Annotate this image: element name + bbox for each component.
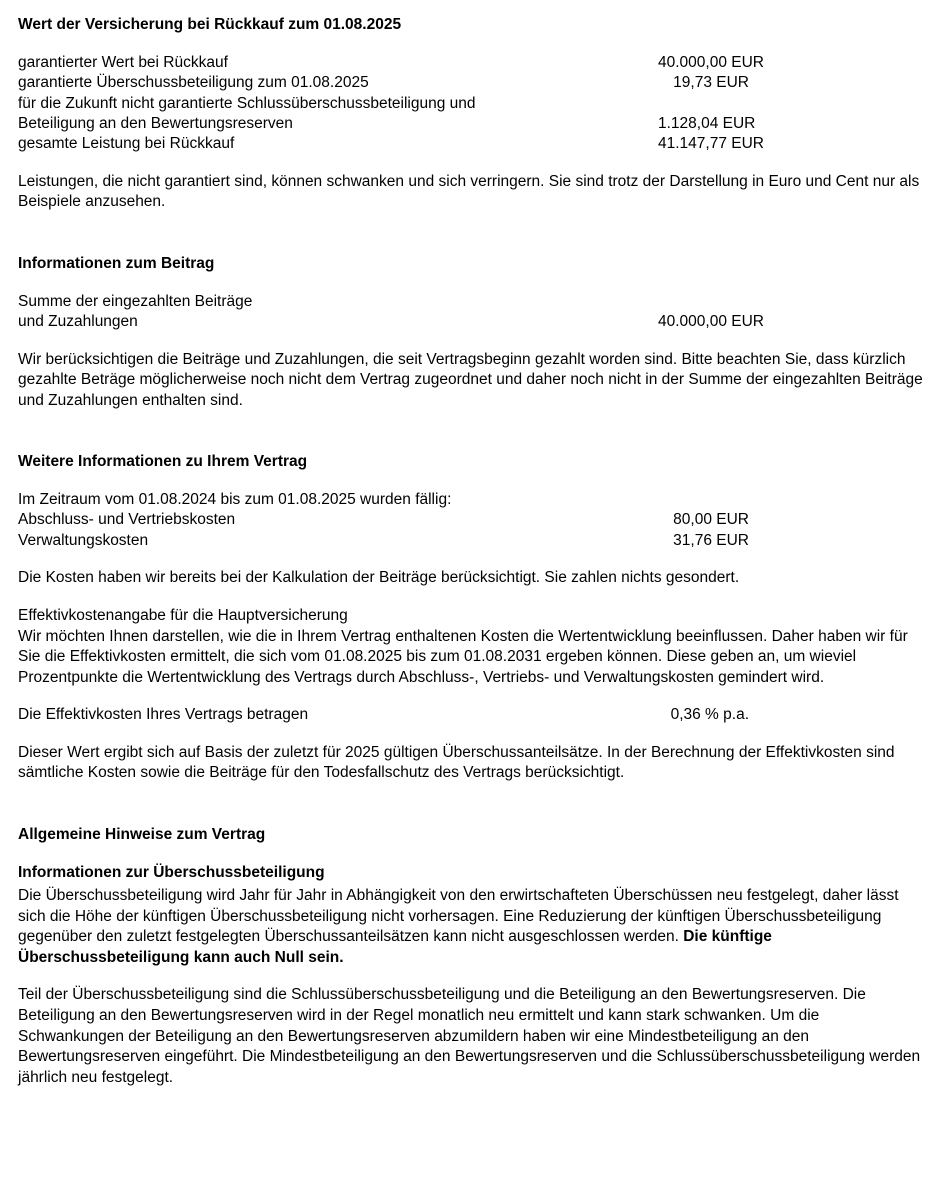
row-value: 41.147,77 EUR xyxy=(658,135,764,153)
ueberschuss-para-1-bold: Die künftige Überschussbeteiligung kann auch Null sein. xyxy=(18,928,772,966)
table-row xyxy=(18,312,927,332)
section1-note: Leistungen, die nicht garantiert sind, können schwanken und sich verringern. Sie sind trotz der Darstellung in Euro und Cent nur als Beispiele anzusehen. xyxy=(18,172,920,211)
row-label: und Zuzahlungen xyxy=(18,313,138,331)
table-row xyxy=(18,114,927,134)
row-label: garantierter Wert bei Rückkauf xyxy=(18,53,228,71)
effektivkosten-row xyxy=(18,705,927,725)
section-heading-allgemeine-hinweise: Allgemeine Hinweise zum Vertrag xyxy=(18,826,266,844)
ueberschuss-para-1-text: Die Überschussbeteiligung wird Jahr für Jahr in Abhängigkeit von den erwirtschafteten Überschüssen neu festgelegt, daher lässt sich die Höhe der künftigen Überschussbeteiligung nicht vorhersagen. Eine Reduzierung der künftigen Überschussbeteiligung gegenüber den zuletzt festgelegten Überschussanteilsätzen kann nicht ausgeschlossen werden. xyxy=(18,887,899,946)
row-value: 19,73 EUR xyxy=(673,74,749,92)
row-value: 40.000,00 EUR xyxy=(658,313,764,331)
row-label: garantierte Überschussbeteiligung zum 01.08.2025 xyxy=(18,74,369,92)
ueberschuss-para-2: Teil der Überschussbeteiligung sind die Schlussüberschussbeteiligung und die Beteiligung an den Bewertungsreserven. Die Beteiligung an den Bewertungsreserven wird in der Regel monatlich neu ermittelt und kann stark schwanken. Um die Schwankungen der Beteiligung an den Bewertungsreserven abzumildern haben wir eine Mindestbeteiligung an den Bewertungsreserven eingeführt. Die Mindestbeteiligung an den Bewertungsreserven und die Schlussüberschussbeteiligung werden jährlich neu festgelegt. xyxy=(18,986,921,1086)
section-rueckkaufwert xyxy=(18,16,927,213)
row-label: gesamte Leistung bei Rückkauf xyxy=(18,135,235,153)
ueberschuss-para-1 xyxy=(18,886,927,968)
beitrag-rows xyxy=(18,292,927,333)
table-row xyxy=(18,292,927,312)
effektivkosten-title: Effektivkostenangabe für die Hauptversicherung xyxy=(18,606,348,624)
table-row xyxy=(18,73,927,93)
effektivkosten-text: Wir möchten Ihnen darstellen, wie die in Ihrem Vertrag enthaltenen Kosten die Wertentwicklung beeinflussen. Daher haben wir für Sie die Effektivkosten ermittelt, die sich vom 01.08.2025 bis zum 01.08.2031 ergeben können. Diese geben an, um wieviel Prozentpunkte die Wertentwicklung des Vertrags durch Abschluss-, Vertriebs- und Verwaltungskosten gemindert wird. xyxy=(18,627,908,686)
section-allgemeine-hinweise xyxy=(18,826,927,1088)
row-label: Die Effektivkosten Ihres Vertrags betragen xyxy=(18,706,309,724)
row-value: 80,00 EUR xyxy=(673,511,749,529)
section-heading-beitrag: Informationen zum Beitrag xyxy=(18,255,215,273)
effektivkosten-note: Dieser Wert ergibt sich auf Basis der zuletzt für 2025 gültigen Überschussanteilsätze. In der Berechnung der Effektivkosten sind sämtliche Kosten sowie die Beiträge für den Todesfallschutz des Vertrags berücksichtigt. xyxy=(18,743,895,782)
row-label: Beteiligung an den Bewertungsreserven xyxy=(18,114,293,132)
row-value: 0,36 % p.a. xyxy=(670,706,749,724)
section-weitere-informationen xyxy=(18,453,927,784)
subheading-ueberschussbeteiligung: Informationen zur Überschussbeteiligung xyxy=(18,863,325,881)
kosten-note: Die Kosten haben wir bereits bei der Kalkulation der Beiträge berücksichtigt. Sie zahlen nichts gesondert. xyxy=(18,569,740,587)
section2-note: Wir berücksichtigen die Beiträge und Zuzahlungen, die seit Vertragsbeginn gezahlt worden sind. Bitte beachten Sie, dass kürzlich gezahlte Beträge möglicherweise noch nicht dem Vertrag zugeordnet und daher noch nicht in der Summe der eingezahlten Beiträge und Zuzahlungen enthalten sind. xyxy=(18,350,923,409)
row-label: Abschluss- und Vertriebskosten xyxy=(18,511,236,529)
kosten-rows xyxy=(18,490,927,551)
row-label: Im Zeitraum vom 01.08.2024 bis zum 01.08.2025 wurden fällig: xyxy=(18,491,452,508)
row-value: 31,76 EUR xyxy=(673,531,749,549)
kosten-intro xyxy=(18,490,927,510)
row-value: 40.000,00 EUR xyxy=(658,53,764,71)
table-row xyxy=(18,134,927,154)
row-label: für die Zukunft nicht garantierte Schlussüberschussbeteiligung und xyxy=(18,94,476,112)
rueckkaufwert-rows xyxy=(18,53,927,155)
section-beitrag xyxy=(18,255,927,411)
row-label: Summe der eingezahlten Beiträge xyxy=(18,292,253,310)
table-row xyxy=(18,53,927,73)
table-row xyxy=(18,510,927,530)
row-label: Verwaltungskosten xyxy=(18,531,149,549)
section-heading-rueckkaufwert: Wert der Versicherung bei Rückkauf zum 01.08.2025 xyxy=(18,16,402,33)
section-heading-weitere-informationen: Weitere Informationen zu Ihrem Vertrag xyxy=(18,453,308,471)
table-row xyxy=(18,94,927,114)
table-row xyxy=(18,531,927,551)
row-value: 1.128,04 EUR xyxy=(658,114,756,132)
